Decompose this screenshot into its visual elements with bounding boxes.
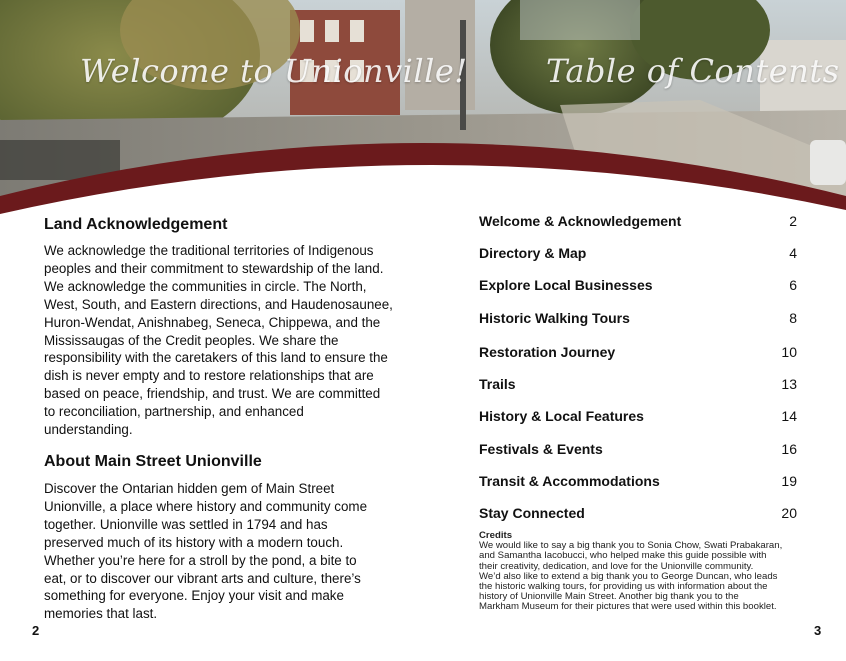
land-acknowledgement-text (44, 242, 416, 439)
text-line: memories that last. (44, 606, 158, 622)
about-text (44, 480, 416, 623)
credits-line: We’d also like to extend a big thank you to George Duncan, who leads (479, 570, 778, 582)
welcome-script-title: Welcome to Unionville! (80, 52, 468, 90)
header-banner (0, 0, 846, 230)
text-line: eat, or to discover our vibrant arts and culture, there’s (44, 570, 361, 586)
text-line: We acknowledge the communities in circle. The North, (44, 278, 367, 294)
toc-entry-label: Transit & Accommodations (479, 473, 660, 489)
text-line: peoples and their commitment to stewardship of the land. (44, 260, 384, 276)
toc-entry-page: 20 (781, 505, 797, 521)
credits-line: and Samantha Iacobucci, who helped make this guide possible with (479, 550, 767, 562)
toc-entry-label: Historic Walking Tours (479, 310, 630, 326)
toc-entry[interactable] (479, 210, 797, 232)
toc-entry-label: Welcome & Acknowledgement (479, 213, 682, 229)
toc-entry-page: 19 (781, 473, 797, 489)
toc-entry[interactable] (479, 438, 797, 460)
about-heading: About Main Street Unionville (44, 453, 262, 470)
text-line: We acknowledge the traditional territories of Indigenous (44, 243, 374, 258)
text-line: understanding. (44, 422, 133, 438)
toc-entry-label: Directory & Map (479, 245, 587, 261)
text-line: Discover the Ontarian hidden gem of Main Street (44, 481, 335, 496)
text-line: together. Unionville was settled in 1794 and has (44, 516, 328, 532)
toc-entry-page: 10 (781, 344, 797, 360)
street-photo-banner (0, 0, 846, 230)
toc-entry-label: History & Local Features (479, 408, 644, 424)
credits-line: We would like to say a big thank you to Sonia Chow, Swati Prabakaran, (479, 540, 783, 552)
toc-entry[interactable] (479, 274, 797, 296)
toc-entry[interactable] (479, 405, 797, 427)
toc-entry-page: 4 (789, 245, 797, 261)
credits-section (479, 531, 819, 613)
toc-entry-label: Trails (479, 376, 516, 392)
toc-entry[interactable] (479, 470, 797, 492)
text-line: Whether you’re here for a stroll by the pond, a bite to (44, 552, 357, 568)
page-number-left: 2 (32, 623, 40, 638)
text-line: responsibility with the caretakers of this land to ensure the (44, 350, 388, 366)
toc-entry-page: 16 (781, 441, 797, 457)
text-line: Unionville, a place where history and community come (44, 498, 368, 514)
credits-line: Markham Museum for their pictures that were used within this booklet. (479, 601, 777, 613)
toc-script-title: Table of Contents (546, 52, 840, 90)
toc-entry-page: 6 (789, 277, 797, 293)
toc-entry-label: Restoration Journey (479, 344, 616, 360)
text-line: Huron-Wendat, Anishnabeg, Seneca, Chippewa, and the (44, 314, 381, 330)
text-line: something for everyone. Enjoy your visit and make (44, 588, 344, 604)
credits-line: history of Unionville Main Street. Another big thank you to the (479, 591, 739, 603)
toc-entry[interactable] (479, 242, 797, 264)
text-line: Mississaugas of the Credit peoples. We share the (44, 332, 339, 348)
toc-entry-label: Stay Connected (479, 505, 585, 521)
text-line: preserved much of its history with a modern touch. (44, 534, 344, 550)
toc-entry[interactable] (479, 341, 797, 363)
text-line: based on peace, friendship, and trust. We are committed (44, 386, 381, 402)
toc-entry-page: 8 (789, 310, 797, 326)
toc-entry[interactable] (479, 373, 797, 395)
toc-entry[interactable] (479, 307, 797, 329)
text-line: West, South, and Eastern directions, and Haudenosaunee, (44, 296, 393, 312)
toc-entry-label: Explore Local Businesses (479, 277, 653, 293)
toc-entry-page: 13 (781, 376, 797, 392)
credits-heading: Credits (479, 530, 513, 541)
land-acknowledgement-heading: Land Acknowledgement (44, 216, 228, 233)
credits-line: their creativity, dedication, and love for the Unionville community. (479, 560, 754, 572)
text-line: to reconciliation, partnership, and enhanced (44, 404, 304, 420)
page-number-right: 3 (814, 623, 822, 638)
toc-entry-page: 14 (781, 408, 797, 424)
credits-line: the historic walking tours, for providing us with information about the (479, 581, 768, 593)
toc-entry-label: Festivals & Events (479, 441, 603, 457)
text-line: dish is never empty and to restore relationships that are (44, 368, 374, 384)
toc-entry[interactable] (479, 502, 797, 524)
toc-entry-page: 2 (789, 213, 797, 229)
